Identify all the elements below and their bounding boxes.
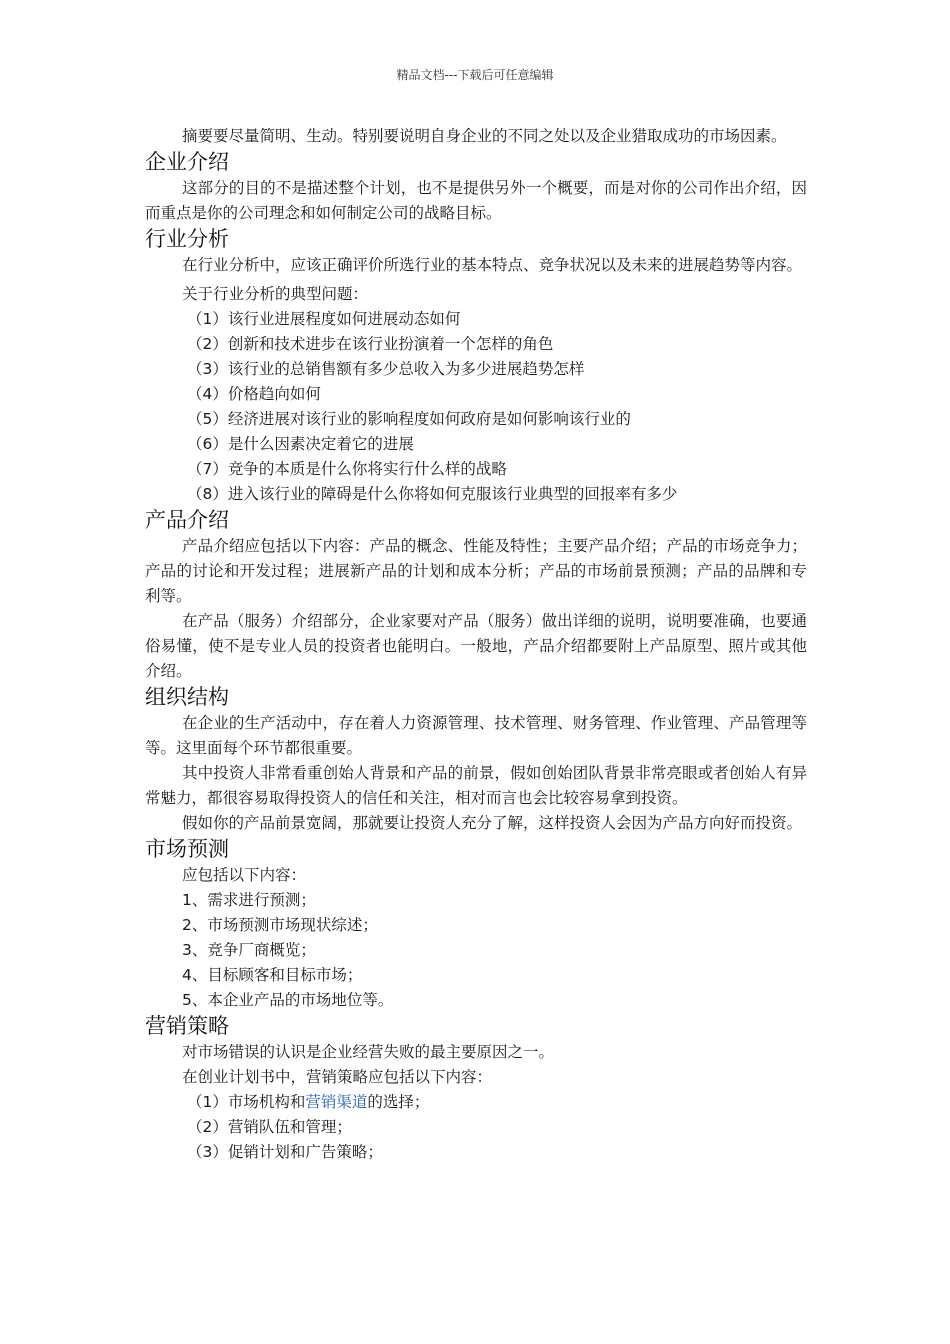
market-intro: 应包括以下内容：	[182, 866, 307, 884]
org-paragraph-3: 假如你的产品前景宽阔，那就要让投资人充分了解，这样投资人会因为产品方向好而投资。	[182, 814, 803, 832]
list-item: 4、目标顾客和目标市场；	[182, 966, 363, 984]
list-item-text: 的选择；	[367, 1093, 430, 1111]
marketing-paragraph-2: 在创业计划书中，营销策略应包括以下内容：	[182, 1068, 493, 1086]
list-item: （2）营销队伍和管理；	[187, 1118, 352, 1136]
heading-product-intro: 产品介绍	[145, 508, 229, 532]
page-header: 精品文档---下载后可任意编辑	[396, 68, 554, 82]
document-body	[145, 124, 807, 1165]
product-paragraph-2: 在产品（服务）介绍部分，企业家要对产品（服务）做出详细的说明，说明要准确，也要通俗易懂，使不是专业人员的投资者也能明白。一般地，产品介绍都要附上产品原型、照片或其他介绍。	[145, 612, 807, 680]
list-item: （2）创新和技术进步在该行业扮演着一个怎样的角色	[187, 335, 554, 353]
org-paragraph-2: 其中投资人非常看重创始人背景和产品的前景，假如创始团队背景非常亮眼或者创始人有异常魅力，都很容易取得投资人的信任和关注，相对而言也会比较容易拿到投资。	[145, 764, 807, 807]
list-item: （1）该行业进展程度如何进展动态如何	[187, 310, 461, 328]
summary-paragraph: 摘要要尽量简明、生动。特别要说明自身企业的不同之处以及企业猎取成功的市场因素。	[182, 127, 787, 145]
heading-org-structure: 组织结构	[145, 685, 229, 709]
list-item: 2、市场预测市场现状综述；	[182, 916, 378, 934]
heading-industry-analysis: 行业分析	[145, 227, 229, 251]
org-paragraph-1: 在企业的生产活动中，存在着人力资源管理、技术管理、财务管理、作业管理、产品管理等等。这里面每个环节都很重要。	[145, 714, 807, 757]
industry-paragraph: 在行业分析中，应该正确评价所选行业的基本特点、竞争状况以及未来的进展趋势等内容。	[182, 256, 803, 274]
list-item	[145, 1090, 807, 1115]
marketing-paragraph-1: 对市场错误的认识是企业经营失败的最主要原因之一。	[182, 1043, 555, 1061]
heading-market-forecast: 市场预测	[145, 837, 229, 861]
list-item-text: （1）市场机构和	[187, 1093, 306, 1111]
product-paragraph-1: 产品介绍应包括以下内容：产品的概念、性能及特性；主要产品介绍；产品的市场竞争力；产品的讨论和开发过程；进展新产品的计划和成本分析；产品的市场前景预测；产品的品牌和专利等。	[145, 537, 807, 605]
list-item: （8）进入该行业的障碍是什么你将如何克服该行业典型的回报率有多少	[187, 485, 678, 503]
list-item: （7）竞争的本质是什么你将实行什么样的战略	[187, 460, 507, 478]
marketing-channel-link[interactable]: 营销渠道	[305, 1093, 368, 1111]
heading-company-intro: 企业介绍	[145, 150, 229, 174]
list-item: （5）经济进展对该行业的影响程度如何政府是如何影响该行业的	[187, 410, 631, 428]
industry-questions-intro: 关于行业分析的典型问题：	[182, 285, 369, 303]
heading-marketing-strategy: 营销策略	[145, 1014, 229, 1038]
list-item: （3）该行业的总销售额有多少总收入为多少进展趋势怎样	[187, 360, 585, 378]
list-item: 5、本企业产品的市场地位等。	[182, 991, 394, 1009]
list-item: （3）促销计划和广告策略；	[187, 1143, 383, 1161]
company-paragraph: 这部分的目的不是描述整个计划，也不是提供另外一个概要，而是对你的公司作出介绍，因而重点是你的公司理念和如何制定公司的战略目标。	[145, 179, 807, 222]
list-item: （6）是什么因素决定着它的进展	[187, 435, 414, 453]
list-item: （4）价格趋向如何	[187, 385, 321, 403]
list-item: 3、竞争厂商概览；	[182, 941, 316, 959]
list-item: 1、需求进行预测；	[182, 891, 316, 909]
